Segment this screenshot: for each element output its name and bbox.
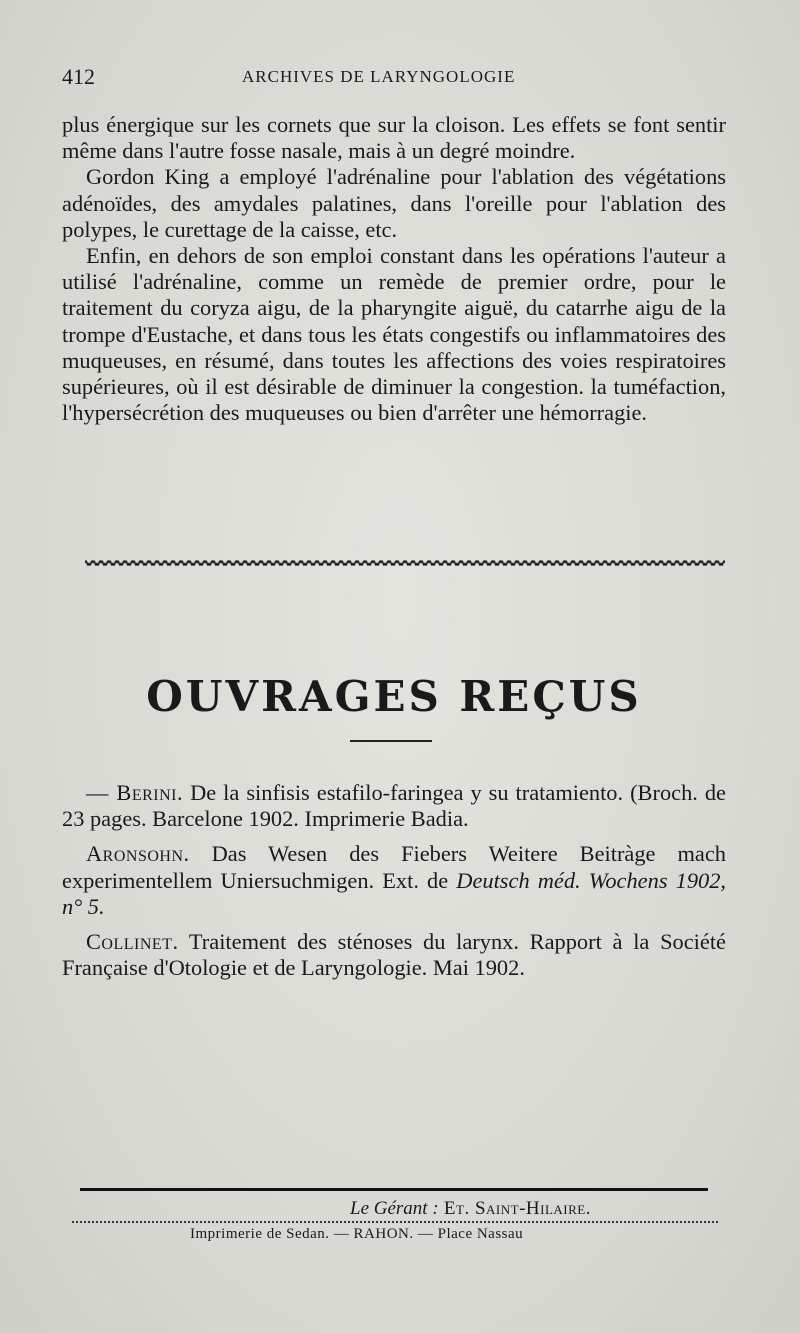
entry-text: De la sinfisis estafilo-faringea y su tratamiento. (Broch. de 23 pages. Barcelone 1902. Imprimerie Badia. [62, 780, 726, 832]
article-continuation [62, 112, 726, 426]
list-item [62, 841, 726, 920]
paragraph: Gordon King a employé l'adrénaline pour l'ablation des végétations adénoïdes, des amydales palatines, dans l'oreille pour l'ablation des polypes, le curettage de la caisse, etc. [62, 164, 726, 242]
printer-imprint: Imprimerie de Sedan. — RAHON. — Place Nassau [190, 1226, 524, 1242]
paragraph: plus énergique sur les cornets que sur la cloison. Les effets se font sentir même dans l'autre fosse nasale, mais à un degré moindre. [62, 112, 726, 164]
manager-label: Le Gérant : [350, 1198, 439, 1219]
running-head [62, 64, 737, 94]
entry-text: Das Wesen des Fiebers Weitere Beitràge mach experimentellem Uniersuchmigen. Ext. de [62, 841, 726, 893]
list-item [62, 780, 726, 832]
entry-author: Aronsohn. [86, 841, 190, 867]
entry-source: Deutsch méd. Wochens 1902, n° 5. [62, 867, 727, 919]
title-underline [350, 740, 432, 742]
footer-dotted-rule [72, 1221, 718, 1223]
section-title: OUVRAGES REÇUS [146, 672, 642, 721]
paragraph: Enfin, en dehors de son emploi constant dans les opérations l'auteur a utilisé l'adrénaline, comme un remède de premier ordre, pour le traitement du coryza aigu, de la pharyngite aiguë, du catarrhe aigu de la trompe d'Eustache, et dans tous les états congestifs ou inflammatoires des muqueuses, en résumé, dans toutes les affections des voies respiratoires supérieures, où il est désirable de diminuer la congestion. la tuméfaction, l'hypersécrétion des muqueuses ou bien d'arrêter une hémorragie. [62, 243, 726, 426]
wavy-separator [85, 557, 725, 569]
manager-name: Et. Saint-Hilaire. [438, 1198, 591, 1219]
page-number: 412 [62, 64, 95, 89]
entry-author: Collinet. [86, 929, 179, 955]
manager-line [350, 1198, 591, 1220]
list-item [62, 929, 726, 981]
entry-author: — Berini. [86, 780, 184, 805]
journal-title: ARCHIVES DE LARYNGOLOGIE [242, 67, 516, 86]
entry-text: Traitement des sténoses du larynx. Rapport à la Société Française d'Otologie et de Laryngologie. Mai 1902. [62, 929, 726, 981]
footer-rule [80, 1188, 708, 1191]
received-works-list [62, 780, 726, 990]
